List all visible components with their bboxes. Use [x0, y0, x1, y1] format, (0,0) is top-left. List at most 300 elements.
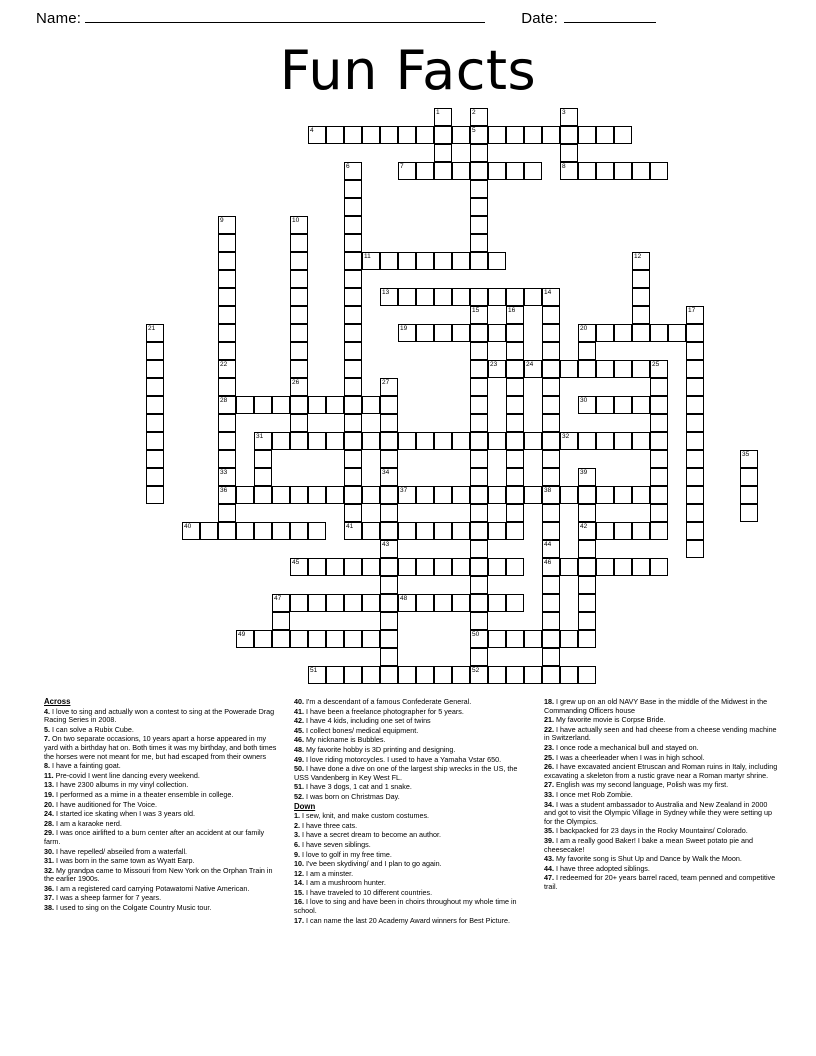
grid-cell[interactable] — [380, 648, 398, 666]
grid-cell[interactable] — [506, 288, 524, 306]
grid-cell[interactable] — [434, 126, 452, 144]
grid-cell[interactable] — [272, 522, 290, 540]
grid-cell[interactable] — [470, 414, 488, 432]
grid-cell[interactable] — [452, 558, 470, 576]
grid-cell[interactable] — [542, 432, 560, 450]
grid-cell[interactable] — [398, 432, 416, 450]
name-input-line[interactable] — [85, 22, 485, 23]
grid-cell[interactable] — [632, 270, 650, 288]
grid-cell[interactable] — [380, 288, 398, 306]
grid-cell[interactable] — [578, 630, 596, 648]
grid-cell[interactable] — [650, 162, 668, 180]
grid-cell[interactable] — [560, 126, 578, 144]
crossword-grid[interactable] — [36, 108, 780, 686]
grid-cell[interactable] — [344, 126, 362, 144]
grid-cell[interactable] — [650, 558, 668, 576]
grid-cell[interactable] — [290, 324, 308, 342]
grid-cell[interactable] — [686, 378, 704, 396]
grid-cell[interactable] — [488, 324, 506, 342]
grid-cell[interactable] — [380, 576, 398, 594]
grid-cell[interactable] — [398, 594, 416, 612]
grid-cell[interactable] — [434, 594, 452, 612]
grid-cell[interactable] — [290, 360, 308, 378]
grid-cell[interactable] — [542, 612, 560, 630]
grid-cell[interactable] — [326, 666, 344, 684]
grid-cell[interactable] — [290, 594, 308, 612]
grid-cell[interactable] — [272, 630, 290, 648]
grid-cell[interactable] — [542, 666, 560, 684]
grid-cell[interactable] — [344, 216, 362, 234]
grid-cell[interactable] — [542, 288, 560, 306]
grid-cell[interactable] — [344, 558, 362, 576]
grid-cell[interactable] — [398, 324, 416, 342]
grid-cell[interactable] — [290, 630, 308, 648]
grid-cell[interactable] — [218, 270, 236, 288]
grid-cell[interactable] — [542, 558, 560, 576]
grid-cell[interactable] — [740, 504, 758, 522]
grid-cell[interactable] — [686, 306, 704, 324]
grid-cell[interactable] — [632, 558, 650, 576]
grid-cell[interactable] — [632, 324, 650, 342]
grid-cell[interactable] — [254, 630, 272, 648]
grid-cell[interactable] — [542, 378, 560, 396]
grid-cell[interactable] — [596, 396, 614, 414]
grid-cell[interactable] — [470, 360, 488, 378]
grid-cell[interactable] — [344, 378, 362, 396]
grid-cell[interactable] — [308, 486, 326, 504]
grid-cell[interactable] — [488, 486, 506, 504]
grid-cell[interactable] — [686, 468, 704, 486]
grid-cell[interactable] — [686, 540, 704, 558]
grid-cell[interactable] — [740, 450, 758, 468]
grid-cell[interactable] — [236, 396, 254, 414]
grid-cell[interactable] — [290, 234, 308, 252]
grid-cell[interactable] — [254, 486, 272, 504]
grid-cell[interactable] — [380, 558, 398, 576]
grid-cell[interactable] — [452, 126, 470, 144]
grid-cell[interactable] — [290, 486, 308, 504]
grid-cell[interactable] — [326, 126, 344, 144]
grid-cell[interactable] — [344, 450, 362, 468]
grid-cell[interactable] — [560, 144, 578, 162]
grid-cell[interactable] — [506, 162, 524, 180]
grid-cell[interactable] — [506, 126, 524, 144]
grid-cell[interactable] — [488, 630, 506, 648]
grid-cell[interactable] — [596, 432, 614, 450]
grid-cell[interactable] — [326, 432, 344, 450]
grid-cell[interactable] — [290, 522, 308, 540]
grid-cell[interactable] — [146, 396, 164, 414]
grid-cell[interactable] — [308, 594, 326, 612]
grid-cell[interactable] — [344, 396, 362, 414]
grid-cell[interactable] — [362, 432, 380, 450]
grid-cell[interactable] — [596, 126, 614, 144]
grid-cell[interactable] — [254, 468, 272, 486]
grid-cell[interactable] — [488, 558, 506, 576]
grid-cell[interactable] — [470, 522, 488, 540]
grid-cell[interactable] — [380, 612, 398, 630]
grid-cell[interactable] — [290, 216, 308, 234]
grid-cell[interactable] — [380, 396, 398, 414]
grid-cell[interactable] — [362, 486, 380, 504]
grid-cell[interactable] — [542, 396, 560, 414]
grid-cell[interactable] — [218, 234, 236, 252]
grid-cell[interactable] — [380, 666, 398, 684]
grid-cell[interactable] — [470, 630, 488, 648]
grid-cell[interactable] — [596, 522, 614, 540]
grid-cell[interactable] — [290, 306, 308, 324]
grid-cell[interactable] — [434, 288, 452, 306]
grid-cell[interactable] — [362, 558, 380, 576]
grid-cell[interactable] — [650, 360, 668, 378]
grid-cell[interactable] — [452, 432, 470, 450]
grid-cell[interactable] — [254, 396, 272, 414]
grid-cell[interactable] — [578, 486, 596, 504]
grid-cell[interactable] — [668, 324, 686, 342]
grid-cell[interactable] — [470, 432, 488, 450]
grid-cell[interactable] — [236, 630, 254, 648]
grid-cell[interactable] — [542, 450, 560, 468]
grid-cell[interactable] — [470, 216, 488, 234]
grid-cell[interactable] — [416, 162, 434, 180]
grid-cell[interactable] — [560, 162, 578, 180]
grid-cell[interactable] — [470, 648, 488, 666]
grid-cell[interactable] — [560, 432, 578, 450]
grid-cell[interactable] — [380, 540, 398, 558]
grid-cell[interactable] — [362, 666, 380, 684]
grid-cell[interactable] — [686, 504, 704, 522]
grid-cell[interactable] — [686, 450, 704, 468]
grid-cell[interactable] — [380, 450, 398, 468]
grid-cell[interactable] — [146, 414, 164, 432]
grid-cell[interactable] — [398, 522, 416, 540]
grid-cell[interactable] — [488, 288, 506, 306]
grid-cell[interactable] — [362, 252, 380, 270]
grid-cell[interactable] — [218, 252, 236, 270]
grid-cell[interactable] — [236, 522, 254, 540]
grid-cell[interactable] — [362, 630, 380, 648]
grid-cell[interactable] — [254, 432, 272, 450]
grid-cell[interactable] — [470, 180, 488, 198]
grid-cell[interactable] — [452, 594, 470, 612]
grid-cell[interactable] — [416, 558, 434, 576]
grid-cell[interactable] — [614, 324, 632, 342]
grid-cell[interactable] — [524, 666, 542, 684]
grid-cell[interactable] — [308, 396, 326, 414]
grid-cell[interactable] — [578, 558, 596, 576]
grid-cell[interactable] — [614, 432, 632, 450]
grid-cell[interactable] — [470, 144, 488, 162]
grid-cell[interactable] — [578, 432, 596, 450]
grid-cell[interactable] — [470, 306, 488, 324]
grid-cell[interactable] — [470, 594, 488, 612]
grid-cell[interactable] — [398, 252, 416, 270]
grid-cell[interactable] — [200, 522, 218, 540]
grid-cell[interactable] — [542, 594, 560, 612]
grid-cell[interactable] — [470, 504, 488, 522]
grid-cell[interactable] — [470, 486, 488, 504]
grid-cell[interactable] — [380, 630, 398, 648]
grid-cell[interactable] — [542, 486, 560, 504]
grid-cell[interactable] — [434, 324, 452, 342]
grid-cell[interactable] — [452, 666, 470, 684]
grid-cell[interactable] — [542, 630, 560, 648]
grid-cell[interactable] — [560, 360, 578, 378]
grid-cell[interactable] — [434, 432, 452, 450]
grid-cell[interactable] — [272, 396, 290, 414]
grid-cell[interactable] — [380, 378, 398, 396]
grid-cell[interactable] — [218, 486, 236, 504]
grid-cell[interactable] — [578, 324, 596, 342]
grid-cell[interactable] — [146, 360, 164, 378]
grid-cell[interactable] — [506, 558, 524, 576]
grid-cell[interactable] — [218, 288, 236, 306]
grid-cell[interactable] — [254, 522, 272, 540]
grid-cell[interactable] — [506, 324, 524, 342]
grid-cell[interactable] — [470, 252, 488, 270]
grid-cell[interactable] — [596, 324, 614, 342]
grid-cell[interactable] — [470, 468, 488, 486]
grid-cell[interactable] — [362, 396, 380, 414]
grid-cell[interactable] — [326, 558, 344, 576]
grid-cell[interactable] — [290, 378, 308, 396]
grid-cell[interactable] — [416, 126, 434, 144]
grid-cell[interactable] — [470, 288, 488, 306]
grid-cell[interactable] — [632, 360, 650, 378]
grid-cell[interactable] — [434, 666, 452, 684]
grid-cell[interactable] — [560, 108, 578, 126]
grid-cell[interactable] — [632, 252, 650, 270]
grid-cell[interactable] — [578, 162, 596, 180]
grid-cell[interactable] — [236, 486, 254, 504]
grid-cell[interactable] — [290, 432, 308, 450]
grid-cell[interactable] — [560, 558, 578, 576]
grid-cell[interactable] — [344, 252, 362, 270]
grid-cell[interactable] — [470, 324, 488, 342]
grid-cell[interactable] — [686, 324, 704, 342]
grid-cell[interactable] — [506, 396, 524, 414]
grid-cell[interactable] — [344, 198, 362, 216]
grid-cell[interactable] — [218, 342, 236, 360]
grid-cell[interactable] — [416, 252, 434, 270]
grid-cell[interactable] — [344, 432, 362, 450]
grid-cell[interactable] — [398, 666, 416, 684]
grid-cell[interactable] — [380, 594, 398, 612]
grid-cell[interactable] — [632, 522, 650, 540]
grid-cell[interactable] — [524, 432, 542, 450]
grid-cell[interactable] — [344, 180, 362, 198]
grid-cell[interactable] — [452, 486, 470, 504]
grid-cell[interactable] — [146, 342, 164, 360]
grid-cell[interactable] — [578, 612, 596, 630]
grid-cell[interactable] — [614, 522, 632, 540]
grid-cell[interactable] — [524, 360, 542, 378]
grid-cell[interactable] — [308, 522, 326, 540]
grid-cell[interactable] — [578, 468, 596, 486]
grid-cell[interactable] — [380, 252, 398, 270]
grid-cell[interactable] — [416, 432, 434, 450]
grid-cell[interactable] — [578, 126, 596, 144]
grid-cell[interactable] — [560, 486, 578, 504]
grid-cell[interactable] — [506, 666, 524, 684]
grid-cell[interactable] — [380, 522, 398, 540]
grid-cell[interactable] — [290, 252, 308, 270]
grid-cell[interactable] — [470, 126, 488, 144]
grid-cell[interactable] — [650, 378, 668, 396]
grid-cell[interactable] — [560, 630, 578, 648]
grid-cell[interactable] — [308, 126, 326, 144]
date-input-line[interactable] — [564, 22, 656, 23]
grid-cell[interactable] — [218, 324, 236, 342]
grid-cell[interactable] — [434, 144, 452, 162]
grid-cell[interactable] — [650, 450, 668, 468]
grid-cell[interactable] — [686, 486, 704, 504]
grid-cell[interactable] — [614, 162, 632, 180]
grid-cell[interactable] — [470, 198, 488, 216]
grid-cell[interactable] — [470, 162, 488, 180]
grid-cell[interactable] — [434, 162, 452, 180]
grid-cell[interactable] — [218, 216, 236, 234]
grid-cell[interactable] — [632, 162, 650, 180]
grid-cell[interactable] — [542, 522, 560, 540]
grid-cell[interactable] — [470, 378, 488, 396]
grid-cell[interactable] — [650, 486, 668, 504]
grid-cell[interactable] — [578, 594, 596, 612]
grid-cell[interactable] — [290, 396, 308, 414]
grid-cell[interactable] — [506, 630, 524, 648]
grid-cell[interactable] — [308, 666, 326, 684]
grid-cell[interactable] — [344, 270, 362, 288]
grid-cell[interactable] — [452, 324, 470, 342]
grid-cell[interactable] — [470, 558, 488, 576]
grid-cell[interactable] — [344, 234, 362, 252]
grid-cell[interactable] — [578, 504, 596, 522]
grid-cell[interactable] — [506, 594, 524, 612]
grid-cell[interactable] — [614, 360, 632, 378]
grid-cell[interactable] — [308, 630, 326, 648]
grid-cell[interactable] — [506, 414, 524, 432]
grid-cell[interactable] — [524, 630, 542, 648]
grid-cell[interactable] — [614, 126, 632, 144]
grid-cell[interactable] — [524, 126, 542, 144]
grid-cell[interactable] — [650, 468, 668, 486]
grid-cell[interactable] — [344, 360, 362, 378]
grid-cell[interactable] — [488, 126, 506, 144]
grid-cell[interactable] — [452, 522, 470, 540]
grid-cell[interactable] — [182, 522, 200, 540]
grid-cell[interactable] — [596, 360, 614, 378]
grid-cell[interactable] — [542, 540, 560, 558]
grid-cell[interactable] — [542, 306, 560, 324]
grid-cell[interactable] — [542, 342, 560, 360]
grid-cell[interactable] — [524, 162, 542, 180]
grid-cell[interactable] — [470, 234, 488, 252]
grid-cell[interactable] — [578, 540, 596, 558]
grid-cell[interactable] — [542, 360, 560, 378]
grid-cell[interactable] — [578, 522, 596, 540]
grid-cell[interactable] — [506, 378, 524, 396]
grid-cell[interactable] — [470, 612, 488, 630]
grid-cell[interactable] — [470, 666, 488, 684]
grid-cell[interactable] — [686, 522, 704, 540]
grid-cell[interactable] — [452, 252, 470, 270]
grid-cell[interactable] — [218, 414, 236, 432]
grid-cell[interactable] — [542, 324, 560, 342]
grid-cell[interactable] — [344, 288, 362, 306]
grid-cell[interactable] — [146, 432, 164, 450]
grid-cell[interactable] — [506, 306, 524, 324]
grid-cell[interactable] — [632, 486, 650, 504]
grid-cell[interactable] — [506, 522, 524, 540]
grid-cell[interactable] — [272, 486, 290, 504]
grid-cell[interactable] — [524, 288, 542, 306]
grid-cell[interactable] — [362, 522, 380, 540]
grid-cell[interactable] — [488, 522, 506, 540]
grid-cell[interactable] — [650, 324, 668, 342]
grid-cell[interactable] — [470, 396, 488, 414]
grid-cell[interactable] — [290, 342, 308, 360]
grid-cell[interactable] — [146, 378, 164, 396]
grid-cell[interactable] — [416, 666, 434, 684]
grid-cell[interactable] — [650, 432, 668, 450]
grid-cell[interactable] — [416, 324, 434, 342]
grid-cell[interactable] — [578, 666, 596, 684]
grid-cell[interactable] — [416, 486, 434, 504]
grid-cell[interactable] — [146, 486, 164, 504]
grid-cell[interactable] — [542, 126, 560, 144]
grid-cell[interactable] — [506, 450, 524, 468]
grid-cell[interactable] — [434, 486, 452, 504]
grid-cell[interactable] — [344, 504, 362, 522]
grid-cell[interactable] — [578, 360, 596, 378]
grid-cell[interactable] — [326, 396, 344, 414]
grid-cell[interactable] — [218, 468, 236, 486]
grid-cell[interactable] — [344, 486, 362, 504]
grid-cell[interactable] — [614, 486, 632, 504]
grid-cell[interactable] — [542, 414, 560, 432]
grid-cell[interactable] — [362, 126, 380, 144]
grid-cell[interactable] — [632, 306, 650, 324]
grid-cell[interactable] — [596, 558, 614, 576]
grid-cell[interactable] — [506, 486, 524, 504]
grid-cell[interactable] — [272, 594, 290, 612]
grid-cell[interactable] — [344, 594, 362, 612]
grid-cell[interactable] — [452, 162, 470, 180]
grid-cell[interactable] — [560, 666, 578, 684]
grid-cell[interactable] — [488, 666, 506, 684]
grid-cell[interactable] — [416, 522, 434, 540]
grid-cell[interactable] — [506, 432, 524, 450]
grid-cell[interactable] — [290, 288, 308, 306]
grid-cell[interactable] — [686, 342, 704, 360]
grid-cell[interactable] — [380, 126, 398, 144]
grid-cell[interactable] — [596, 162, 614, 180]
grid-cell[interactable] — [146, 468, 164, 486]
grid-cell[interactable] — [308, 432, 326, 450]
grid-cell[interactable] — [488, 162, 506, 180]
grid-cell[interactable] — [380, 486, 398, 504]
grid-cell[interactable] — [596, 486, 614, 504]
grid-cell[interactable] — [542, 504, 560, 522]
grid-cell[interactable] — [434, 522, 452, 540]
grid-cell[interactable] — [344, 414, 362, 432]
grid-cell[interactable] — [344, 522, 362, 540]
grid-cell[interactable] — [434, 252, 452, 270]
grid-cell[interactable] — [650, 522, 668, 540]
grid-cell[interactable] — [614, 558, 632, 576]
grid-cell[interactable] — [398, 558, 416, 576]
grid-cell[interactable] — [218, 504, 236, 522]
